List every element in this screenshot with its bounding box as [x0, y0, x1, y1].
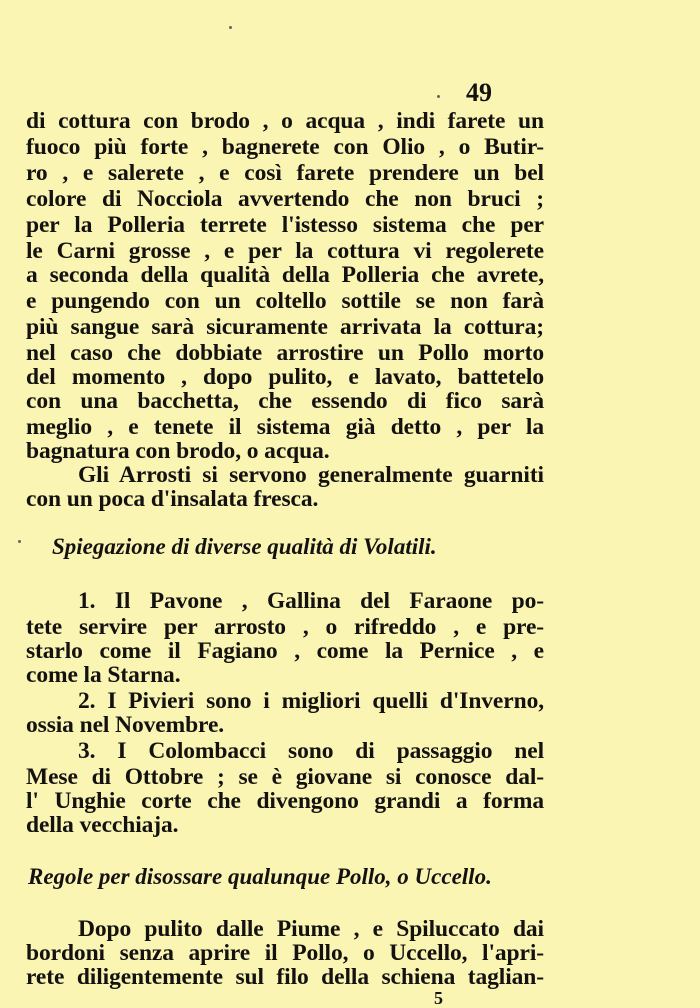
text-line: con una bacchetta, che essendo di fico sarà: [26, 388, 544, 414]
text-line: fuoco più forte , bagnerete con Olio , o Butir-: [26, 134, 544, 160]
text-line: bordoni senza aprire il Pollo, o Uccello, l'apri-: [26, 940, 544, 966]
page-number: 49: [466, 78, 492, 107]
signature-mark: 5: [434, 988, 443, 1008]
text-line: come la Starna.: [26, 662, 181, 688]
text-line: a seconda della qualità della Polleria che avrete,: [26, 262, 544, 288]
section-heading: Regole per disossare qualunque Pollo, o Uccello.: [28, 864, 492, 889]
text-line: tete servire per arrosto , o rifreddo , e pre-: [26, 614, 544, 640]
text-line: più sangue sarà sicuramente arrivata la cottura;: [26, 314, 544, 340]
text-line: l' Unghie corte che divengono grandi a forma: [26, 788, 544, 814]
section-heading: Spiegazione di diverse qualità di Volatili.: [52, 534, 437, 559]
speck: [18, 540, 21, 543]
text-line: del momento , dopo pulito, e lavato, battetelo: [26, 364, 544, 390]
text-line: bagnatura con brodo, o acqua.: [26, 438, 330, 464]
text-line: Gli Arrosti si servono generalmente guarniti: [78, 462, 544, 488]
text-line: Dopo pulito dalle Piume , e Spiluccato dai: [78, 916, 544, 942]
text-line: 1. Il Pavone , Gallina del Faraone po-: [78, 588, 544, 614]
text-line: nel caso che dobbiate arrostire un Pollo morto: [26, 340, 544, 366]
text-line: rete diligentemente sul filo della schiena taglian-: [26, 964, 544, 990]
text-line: 3. I Colombacci sono di passaggio nel: [78, 738, 544, 764]
text-line: Mese di Ottobre ; se è giovane si conosce dal-: [26, 764, 544, 790]
text-line: e pungendo con un coltello sottile se non farà: [26, 288, 544, 314]
text-line: 2. I Pivieri sono i migliori quelli d'Inverno,: [78, 688, 544, 714]
text-line: colore di Nocciola avvertendo che non bruci ;: [26, 186, 544, 212]
text-line: meglio , e tenete il sistema già detto , per la: [26, 414, 544, 440]
text-line: ossia nel Novembre.: [26, 712, 225, 738]
speck: [229, 26, 232, 29]
text-line: di cottura con brodo , o acqua , indi farete un: [26, 108, 544, 134]
text-line: della vecchiaja.: [26, 812, 179, 838]
text-line: per la Polleria terrete l'istesso sistema che per: [26, 212, 544, 238]
text-line: ro , e salerete , e così farete prendere un bel: [26, 160, 544, 186]
text-line: con un poca d'insalata fresca.: [26, 486, 319, 512]
text-line: starlo come il Fagiano , come la Pernice , e: [26, 638, 544, 664]
text-line: le Carni grosse , e per la cottura vi regolerete: [26, 238, 544, 264]
speck: [437, 95, 440, 98]
